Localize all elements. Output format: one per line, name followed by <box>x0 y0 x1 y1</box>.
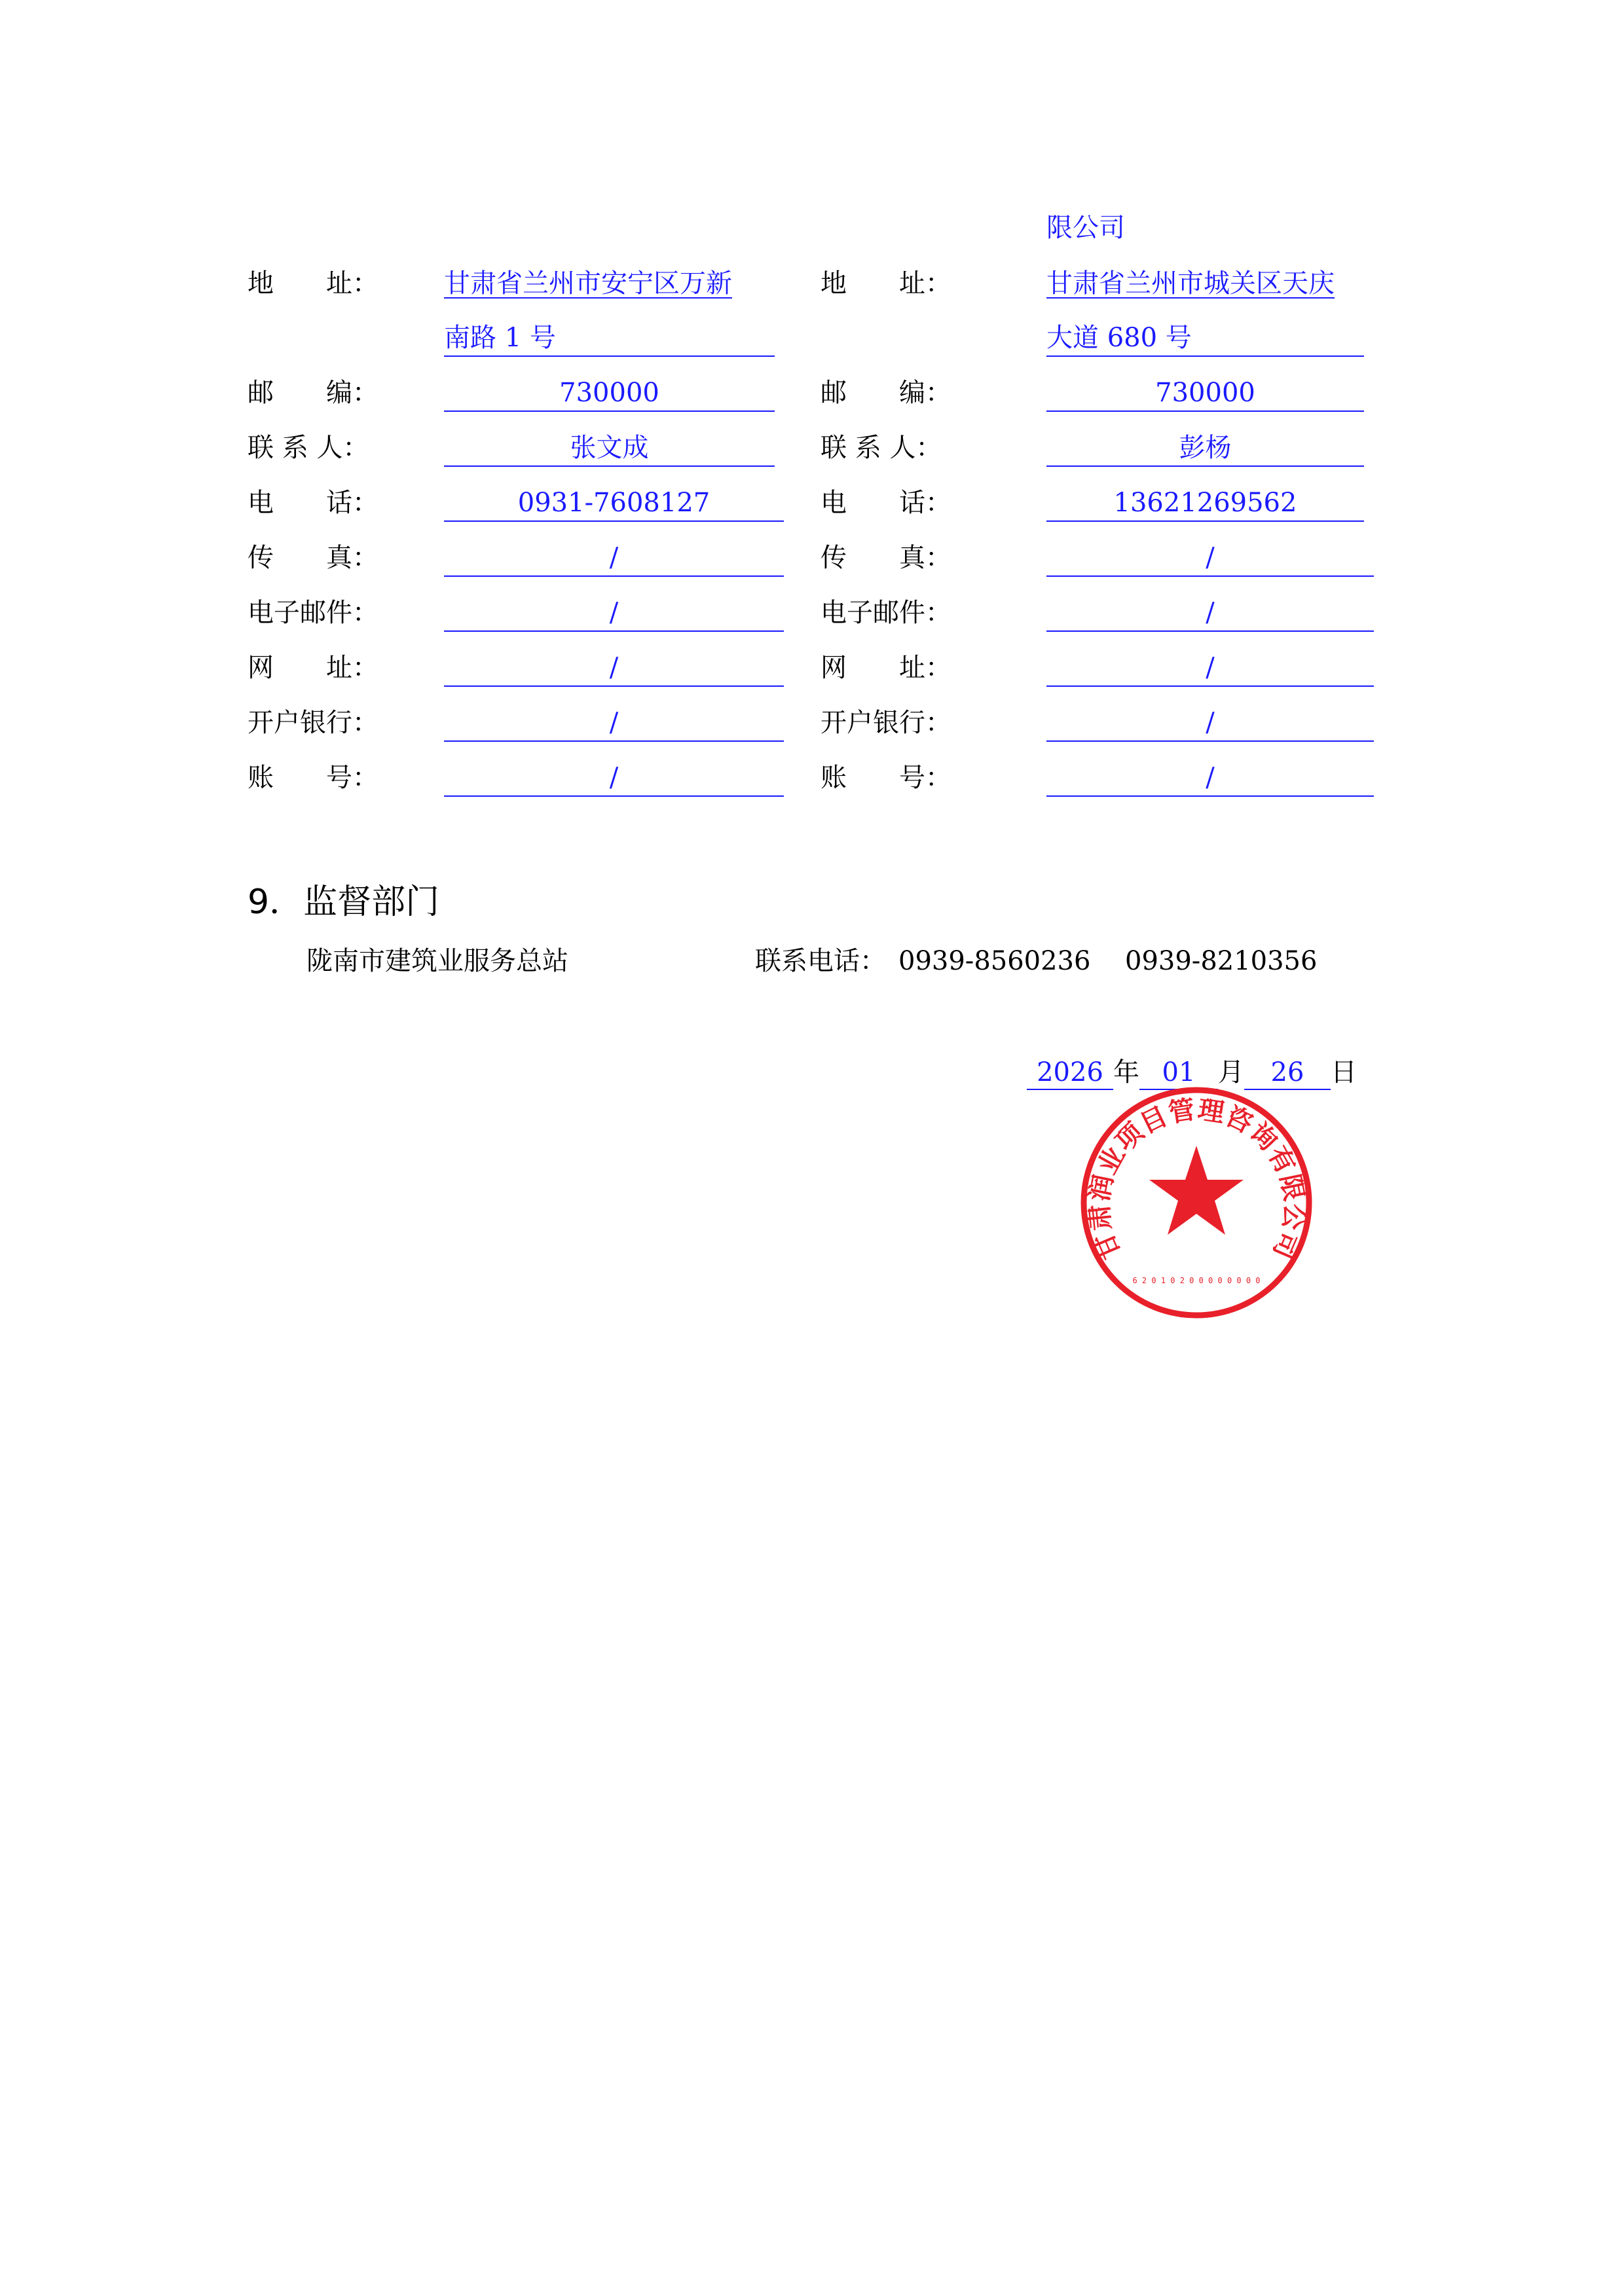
right-fax-label: 传 真： <box>821 543 951 573</box>
right-account-label: 账 号： <box>821 763 951 793</box>
left-contact-label: 联 系 人： <box>248 433 369 463</box>
right-address-line1: 甘肃省兰州市城关区天庆 <box>1046 268 1335 299</box>
left-postcode-label: 邮 编： <box>248 378 378 408</box>
right-address-line2: 大道 680 号 <box>1046 321 1364 357</box>
left-email-label: 电子邮件： <box>248 598 378 628</box>
right-postcode-value: 730000 <box>1046 376 1364 412</box>
left-fax-label: 传 真： <box>248 543 378 573</box>
seal-text: 甘肃润业项目管理咨询有限公司 <box>1084 1094 1310 1264</box>
date-year-suffix: 年 <box>1113 1057 1139 1087</box>
right-phone-label: 电 话： <box>821 488 951 518</box>
supervision-org: 陇南市建筑业服务总站 <box>306 946 568 976</box>
left-postcode-value: 730000 <box>444 376 775 412</box>
right-bank-value: / <box>1046 706 1374 742</box>
date-day-suffix: 日 <box>1331 1057 1357 1087</box>
section-heading-supervision: 9．监督部门 <box>248 883 440 922</box>
seal-star-icon <box>1149 1146 1244 1235</box>
date-year: 2026 <box>1027 1056 1113 1090</box>
left-phone-value: 0931-7608127 <box>444 486 784 522</box>
left-website-label: 网 址： <box>248 653 378 683</box>
right-fax-value: / <box>1046 541 1374 577</box>
left-bank-value: / <box>444 706 784 742</box>
right-contact-value: 彭杨 <box>1046 431 1364 467</box>
right-email-label: 电子邮件： <box>821 598 951 628</box>
right-bank-label: 开户银行： <box>821 708 951 738</box>
right-company-name-tail: 限公司 <box>1046 213 1125 243</box>
left-address-line1: 甘肃省兰州市安宁区万新 <box>444 268 732 299</box>
right-address-label: 地 址： <box>821 268 951 299</box>
supervision-phone-1: 0939-8560236 <box>898 946 1091 976</box>
left-email-value: / <box>444 596 784 632</box>
supervision-phone-label: 联系电话： <box>755 946 886 976</box>
left-address-label: 地 址： <box>248 268 378 299</box>
seal-serial-number: 6 2 0 1 0 2 0 0 0 0 0 0 0 0 <box>1132 1276 1261 1285</box>
left-contact-value: 张文成 <box>444 431 775 467</box>
right-website-label: 网 址： <box>821 653 951 683</box>
left-bank-label: 开户银行： <box>248 708 378 738</box>
company-seal <box>1077 1084 1316 1322</box>
left-address-line2: 南路 1 号 <box>444 321 775 357</box>
supervision-phone-2: 0939-8210356 <box>1125 946 1318 976</box>
left-website-value: / <box>444 651 784 687</box>
date-month-suffix: 月 <box>1218 1057 1244 1087</box>
right-account-value: / <box>1046 761 1374 797</box>
company-seal-graphic <box>1077 1084 1316 1322</box>
left-phone-label: 电 话： <box>248 488 378 518</box>
right-phone-value: 13621269562 <box>1046 486 1364 522</box>
right-contact-label: 联 系 人： <box>821 433 942 463</box>
right-postcode-label: 邮 编： <box>821 378 951 408</box>
right-email-value: / <box>1046 596 1374 632</box>
left-fax-value: / <box>444 541 784 577</box>
left-account-label: 账 号： <box>248 763 378 793</box>
right-website-value: / <box>1046 651 1374 687</box>
date-day: 26 <box>1244 1056 1331 1090</box>
left-account-value: / <box>444 761 784 797</box>
date-month: 01 <box>1139 1056 1218 1090</box>
